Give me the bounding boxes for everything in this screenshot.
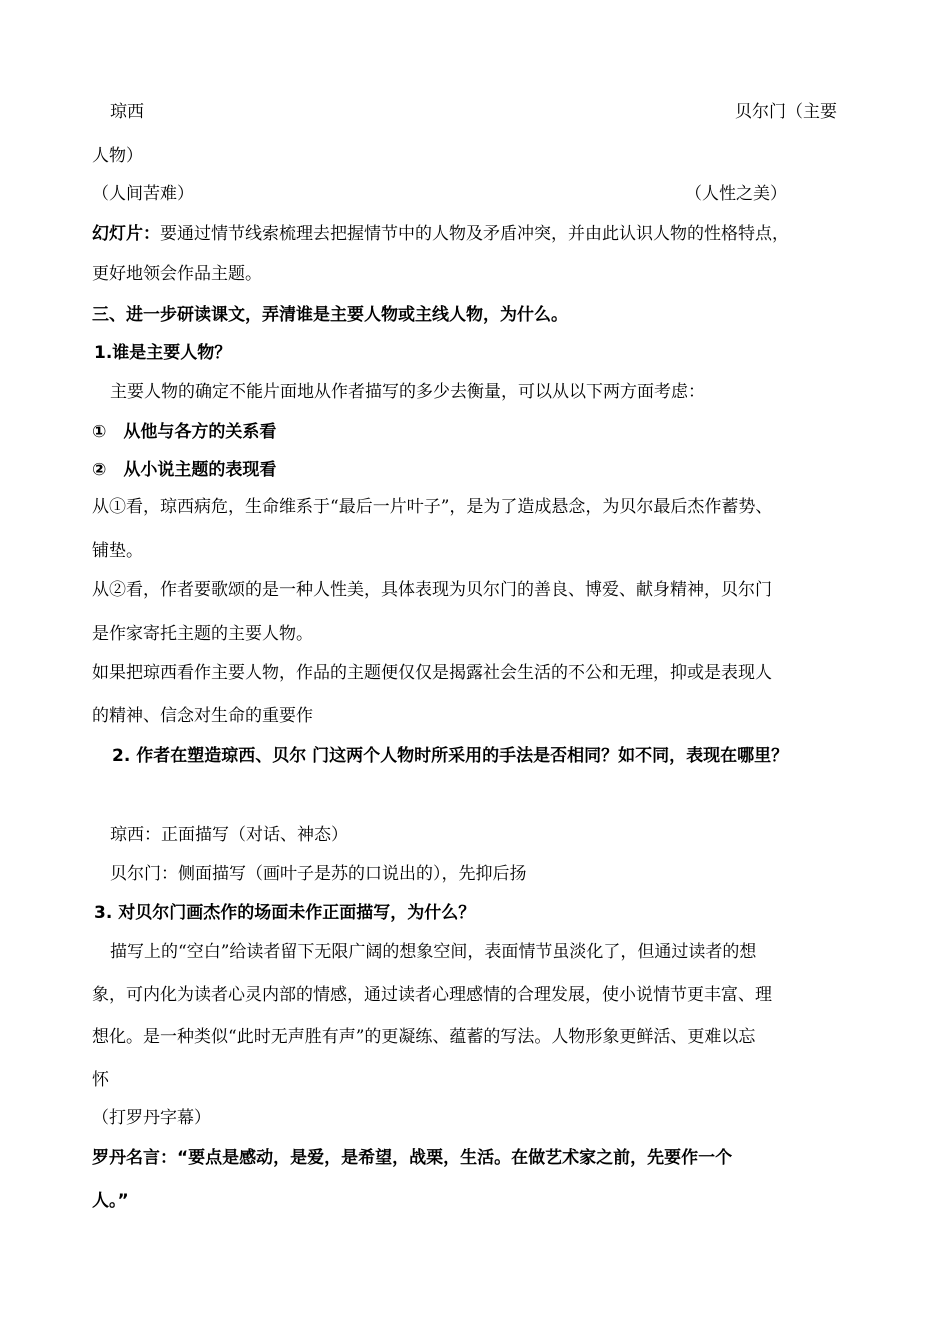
rodin-quote-1: 罗丹名言：“要点是感动，是爱，是希望，战栗，生活。在做艺术家之前，先要作一个 <box>92 1148 733 1168</box>
rodin-caption: （打罗丹字幕） <box>92 1108 211 1128</box>
rodin-quote-2: 人。” <box>92 1191 129 1211</box>
slide-label: 幻灯片： <box>92 224 160 244</box>
q1-analysis-2a: 从②看，作者要歌颂的是一种人性美，具体表现为贝尔门的善良、博爱、献身精神，贝尔门 <box>92 580 772 600</box>
q1-analysis-1b: 铺垫。 <box>92 541 143 561</box>
q1-analysis-2b: 是作家寄托主题的主要人物。 <box>92 624 313 644</box>
slide-text-1: 要通过情节线索梳理去把握情节中的人物及矛盾冲突，并由此认识人物的性格特点， <box>160 224 789 244</box>
q3-title: 3. 对贝尔门画杰作的场面未作正面描写，为什么？ <box>94 903 476 923</box>
diagram-right-name: 贝尔门（主要 <box>735 102 837 122</box>
q3-answer-2: 象，可内化为读者心灵内部的情感，通过读者心理感情的合理发展，使小说情节更丰富、理 <box>92 985 772 1005</box>
diagram-right-theme: （人性之美） <box>685 184 787 204</box>
q1-intro: 主要人物的确定不能片面地从作者描写的多少去衡量，可以从以下两方面考虑： <box>110 382 705 402</box>
q3-answer-3: 想化。是一种类似“此时无声胜有声”的更凝练、蕴蓄的写法。人物形象更鲜活、更难以忘 <box>92 1027 756 1047</box>
q3-answer-4: 怀 <box>92 1070 109 1090</box>
q1-point-1: ① 从他与各方的关系看 <box>92 422 277 442</box>
q1-title: 1.谁是主要人物？ <box>94 343 232 363</box>
q1-analysis-3b: 的精神、信念对生命的重要作 <box>92 706 313 726</box>
diagram-right-name-cont: 人物） <box>92 146 143 166</box>
diagram-left-theme: （人间苦难） <box>92 184 194 204</box>
q2-answer-1: 琼西：正面描写（对话、神态） <box>110 825 348 845</box>
q3-answer-1: 描写上的“空白”给读者留下无限广阔的想象空间，表面情节虽淡化了，但通过读者的想 <box>110 942 757 962</box>
q2-answer-2: 贝尔门：侧面描写（画叶子是苏的口说出的），先抑后扬 <box>110 864 527 884</box>
slide-line-2: 更好地领会作品主题。 <box>92 264 262 284</box>
diagram-left-name: 琼西 <box>110 102 144 122</box>
q1-point-2: ② 从小说主题的表现看 <box>92 460 277 480</box>
q2-title: 2. 作者在塑造琼西、贝尔 门这两个人物时所采用的手法是否相同？如不同，表现在哪里？ <box>112 746 789 766</box>
slide-line-1 <box>92 223 882 245</box>
q1-analysis-3a: 如果把琼西看作主要人物，作品的主题便仅仅是揭露社会生活的不公和无理，抑或是表现人 <box>92 663 772 683</box>
q1-analysis-1a: 从①看，琼西病危，生命维系于“最后一片叶子”，是为了造成悬念，为贝尔最后杰作蓄势、 <box>92 497 773 517</box>
section-heading: 三、进一步研读课文，弄清谁是主要人物或主线人物，为什么。 <box>92 305 568 325</box>
